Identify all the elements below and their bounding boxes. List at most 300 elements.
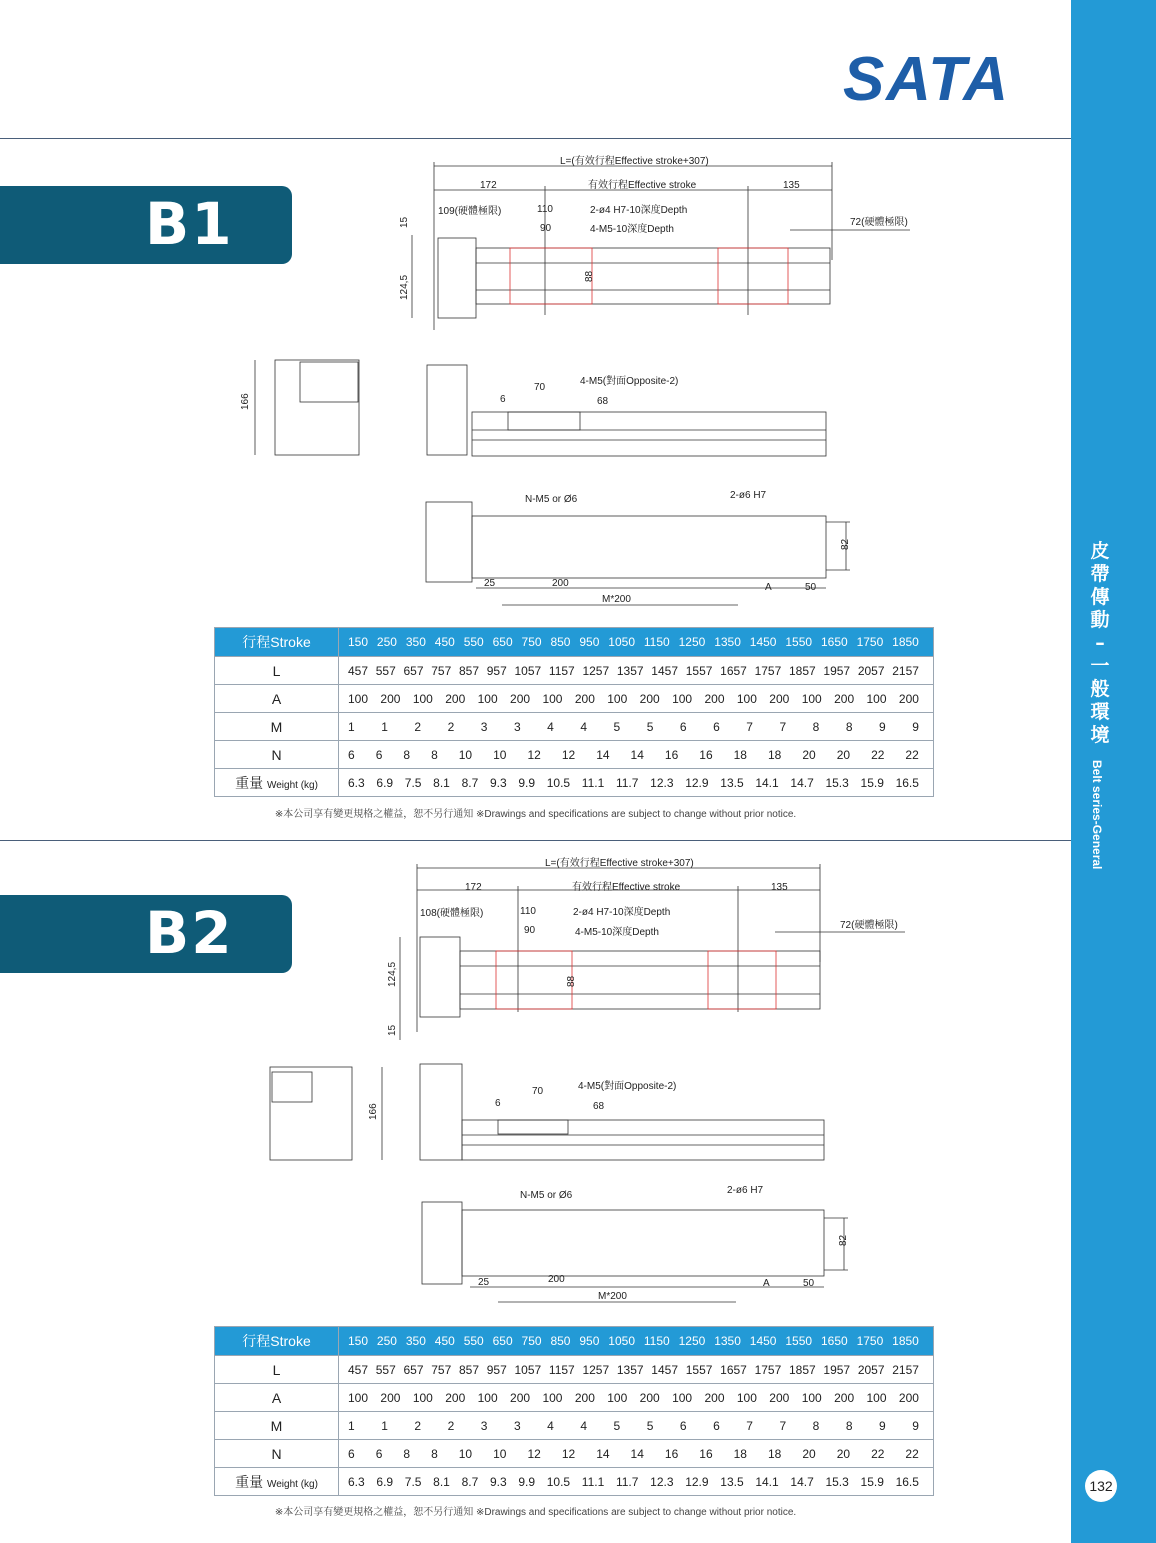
sidebar-title-cjk [1086,540,1114,747]
stroke-value: 650 [492,1334,513,1348]
weight-value: 12.9 [685,775,709,790]
cell-value: 2157 [892,1362,919,1377]
cell-value: 2157 [892,663,919,678]
cell-value: 100 [801,1390,822,1405]
dim-a: A [763,1278,770,1289]
weight-value: 9.9 [518,775,536,790]
cell-value: 1857 [788,1362,816,1377]
weight-label: 重量 Weight (kg) [215,1468,339,1496]
sidebar-char: – [1095,632,1105,654]
weight-value: 7.5 [404,1474,422,1489]
dim-166: 166 [368,1103,379,1120]
weight-value: 8.1 [433,1474,450,1489]
cell-value: 20 [802,1446,816,1461]
stroke-value: 1050 [608,635,635,649]
cell-value: 200 [574,1390,595,1405]
cell-value: 200 [445,691,466,706]
weight-row [215,769,934,797]
row-label: L [215,657,339,685]
weight-value: 10.5 [546,775,571,790]
dim-50: 50 [803,1278,815,1289]
cell-value: 16 [664,747,679,762]
m200: M*200 [598,1291,627,1302]
cell-value: 8 [845,1418,853,1433]
cell-value: 1457 [651,1362,678,1377]
length-label: L=(有效行程Effective stroke+307) [560,156,709,167]
cell-value: 14 [596,1446,610,1461]
cell-value: 22 [871,1446,885,1461]
dim-88: 88 [566,975,577,987]
sidebar-char: 皮 [1090,540,1110,562]
cell-value: 1 [348,1418,355,1433]
weight-value: 16.5 [895,775,919,790]
cell-value: 2 [447,719,455,734]
cell-value: 8 [403,1446,411,1461]
stroke-value: 750 [521,1334,542,1348]
cell-value: 6 [713,1418,720,1433]
sidebar-char: 般 [1090,678,1110,700]
cell-value: 6 [348,747,355,762]
cell-value: 9 [912,1418,919,1433]
weight-value: 15.9 [860,1474,884,1489]
cell-value: 12 [527,747,541,762]
cell-value: 1057 [514,663,542,678]
weight-value: 12.3 [650,1474,674,1489]
stroke-value: 1150 [643,635,670,649]
stroke-value: 450 [434,635,455,649]
cell-value: 7 [779,1418,787,1433]
weight-value: 11.7 [615,775,639,790]
stroke-header: 行程Stroke [215,628,339,657]
row-label: N [215,1440,339,1468]
cell-value: 657 [403,663,424,678]
table-row [215,713,934,741]
stroke-value: 1550 [785,635,813,649]
cell-value: 4 [580,1418,587,1433]
weight-value: 6.3 [348,1474,365,1489]
cell-value: 10 [458,1446,473,1461]
table-row [215,1440,934,1468]
cell-value: 16 [699,747,713,762]
table-header-row [215,628,934,657]
dim-90: 90 [524,925,536,936]
drawing-b1 [200,150,920,615]
cell-value: 8 [431,1446,438,1461]
cell-value: 18 [767,1446,782,1461]
stroke-value: 650 [492,635,513,649]
dim-6: 6 [495,1098,501,1109]
weight-value: 15.3 [825,775,849,790]
stroke-value: 1750 [856,635,884,649]
cell-value: 857 [459,663,480,678]
stroke-value: 1850 [892,1334,919,1348]
cell-value: 1257 [582,1362,610,1377]
spec-table-b1 [214,627,934,797]
cell-value: 6 [679,719,687,734]
cell-value: 9 [879,719,886,734]
cell-value: 6 [348,1446,355,1461]
cell-value: 22 [905,747,919,762]
sidebar-char: 一 [1090,655,1110,677]
stroke-value: 1350 [714,1334,741,1348]
cell-value: 1157 [548,663,575,678]
cell-value: 3 [513,1418,521,1433]
row-label: M [215,1412,339,1440]
dim-6: 6 [500,394,506,405]
cell-value: 2 [414,719,422,734]
cell-value: 957 [486,663,507,678]
stroke-value: 150 [348,635,369,649]
cell-value: 4 [580,719,587,734]
cell-value: 8 [812,719,820,734]
stroke-value: 1650 [820,1334,848,1348]
page-number: 132 [1085,1470,1117,1502]
cell-value: 100 [866,691,887,706]
cell-value: 200 [380,1390,401,1405]
cell-value: 457 [348,1362,369,1377]
cell-value: 200 [639,1390,660,1405]
cell-value: 18 [733,747,747,762]
weight-label: 重量 Weight (kg) [215,769,339,797]
m200: M*200 [602,594,631,605]
cell-value: 1757 [754,663,782,678]
cell-value: 1857 [788,663,816,678]
cell-value: 557 [375,663,396,678]
stroke-label: 有效行程Effective stroke [588,180,697,191]
cell-value: 1357 [616,1362,644,1377]
cell-value: 457 [348,663,369,678]
table-row [215,741,934,769]
drawing-b2 [200,852,920,1317]
dim-88: 88 [584,270,595,282]
stroke-value: 950 [579,635,600,649]
weight-value: 14.7 [790,775,814,790]
cell-value: 100 [412,1390,433,1405]
cell-value: 100 [866,1390,887,1405]
cell-value: 18 [767,747,782,762]
cell-value: 100 [412,691,433,706]
cell-value: 100 [348,1390,369,1405]
spec-table-b2 [214,1326,934,1496]
cell-value: 757 [431,663,452,678]
weight-value: 13.5 [720,775,744,790]
cell-value: 200 [445,1390,466,1405]
stroke-value: 750 [521,635,542,649]
cell-value: 100 [801,691,822,706]
cell-value: 8 [431,747,438,762]
row-label: A [215,685,339,713]
cell-value: 557 [375,1362,396,1377]
stroke-value: 1450 [749,635,777,649]
model-label: B2 [145,899,234,967]
dim-90: 90 [540,223,552,234]
sidebar-char: 動 [1090,609,1110,631]
dim-200: 200 [552,578,569,589]
cell-value: 200 [639,691,660,706]
weight-value: 11.1 [581,775,605,790]
weight-row [215,1468,934,1496]
dim-15: 15 [387,1024,398,1036]
disclaimer-note: ※本公司享有變更規格之權益，恕不另行通知 ※Drawings and specifications are subject to change without prior notice. [274,809,797,820]
cell-value: 20 [802,747,816,762]
cell-value: 20 [836,1446,851,1461]
stroke-value: 850 [550,635,571,649]
cell-value: 100 [736,691,757,706]
cell-value: 200 [574,691,595,706]
weight-value: 8.7 [461,775,479,790]
cell-value: 100 [672,1390,693,1405]
cell-value: 100 [348,691,369,706]
weight-value: 9.3 [489,775,507,790]
weight-value: 9.9 [518,1474,536,1489]
cell-value: 657 [403,1362,424,1377]
cell-value: 10 [493,747,507,762]
cell-value: 100 [736,1390,757,1405]
stroke-value: 1650 [820,635,848,649]
dim-82: 82 [840,538,851,550]
cell-value: 14 [630,1446,644,1461]
stroke-value: 1150 [643,1334,670,1348]
stroke-value: 550 [463,1334,484,1348]
cell-value: 1957 [823,663,851,678]
cell-value: 100 [477,1390,498,1405]
stroke-value: 550 [463,635,484,649]
cell-value: 10 [458,747,473,762]
opposite-note: 4-M5(對面Opposite-2) [578,1081,677,1092]
cell-value: 5 [646,719,654,734]
table-row [215,1384,934,1412]
n-holes-note: N-M5 or Ø6 [520,1190,573,1201]
cell-value: 100 [477,691,498,706]
length-label: L=(有效行程Effective stroke+307) [545,858,694,869]
cell-value: 8 [812,1418,820,1433]
cell-value: 1 [381,1418,388,1433]
cell-value: 8 [845,719,853,734]
table-row [215,685,934,713]
dim-110: 110 [537,204,553,215]
pin2-note: 2-ø6 H7 [727,1185,764,1196]
cell-value: 200 [510,691,531,706]
sidebar [1071,0,1156,1543]
dim-166: 166 [240,393,251,410]
cell-value: 2057 [857,663,885,678]
table-row [215,1356,934,1384]
cell-value: 100 [542,691,563,706]
divider-middle [0,840,1071,841]
cell-value: 18 [733,1446,747,1461]
weight-value: 8.1 [433,775,450,790]
weight-value: 9.3 [489,1474,507,1489]
dim-200: 200 [548,1274,565,1285]
sidebar-char: 境 [1090,724,1110,746]
dim-124: 124,5 [399,274,410,300]
cell-value: 7 [779,719,787,734]
cell-value: 12 [561,1446,576,1461]
cell-value: 1557 [685,1362,713,1377]
cell-value: 1 [348,719,355,734]
cell-value: 7 [746,719,753,734]
cell-value: 5 [613,719,621,734]
stroke-value: 1850 [892,635,919,649]
cell-value: 5 [613,1418,621,1433]
cell-value: 16 [699,1446,713,1461]
weight-value: 13.5 [720,1474,744,1489]
dim-110: 110 [520,906,536,917]
cell-value: 1957 [823,1362,851,1377]
row-label: M [215,713,339,741]
dim-70: 70 [532,1086,544,1097]
cell-value: 1457 [651,663,678,678]
cell-value: 12 [527,1446,541,1461]
divider-top [0,138,1071,139]
stroke-value: 850 [550,1334,571,1348]
dim-25: 25 [478,1277,490,1288]
tap-hole-note: 4-M5-10深度Depth [590,224,674,235]
cell-value: 100 [672,691,693,706]
table-row [215,657,934,685]
cell-value: 100 [542,1390,563,1405]
cell-value: 1657 [720,663,747,678]
stroke-value: 350 [405,635,426,649]
stroke-value: 450 [434,1334,455,1348]
cell-value: 22 [871,747,885,762]
cell-value: 4 [547,1418,554,1433]
cell-value: 200 [769,1390,790,1405]
row-label: L [215,1356,339,1384]
cell-value: 1657 [720,1362,747,1377]
sata-logo [843,44,1013,104]
dim-172: 172 [480,180,497,191]
dim-135: 135 [783,180,800,191]
cell-value: 857 [459,1362,480,1377]
cell-value: 6 [375,1446,383,1461]
pin2-note: 2-ø6 H7 [730,490,767,501]
sidebar-char: 傳 [1090,586,1110,608]
dim-a: A [765,582,772,593]
tap-hole-note: 4-M5-10深度Depth [575,927,659,938]
cell-value: 16 [664,1446,679,1461]
weight-value: 16.5 [895,1474,919,1489]
stroke-value: 250 [376,1334,397,1348]
cell-value: 3 [480,1418,488,1433]
stroke-label: 有效行程Effective stroke [572,882,681,893]
cell-value: 200 [898,691,919,706]
table-row [215,1412,934,1440]
stroke-value: 950 [579,1334,600,1348]
dim-82: 82 [838,1234,849,1246]
hard-limit-left: 108(硬體極限) [420,908,484,919]
stroke-value: 350 [405,1334,426,1348]
weight-value: 14.1 [755,1474,779,1489]
weight-value: 15.3 [825,1474,849,1489]
cell-value: 5 [646,1418,654,1433]
cell-value: 3 [513,719,521,734]
cell-value: 200 [834,1390,855,1405]
cell-value: 6 [679,1418,687,1433]
weight-value: 10.5 [546,1474,571,1489]
weight-value: 6.3 [348,775,365,790]
stroke-value: 1250 [678,635,706,649]
dim-124: 124,5 [387,961,398,987]
weight-value: 12.9 [685,1474,709,1489]
cell-value: 200 [380,691,401,706]
cell-value: 22 [905,1446,919,1461]
cell-value: 1757 [754,1362,782,1377]
cell-value: 12 [561,747,576,762]
stroke-value: 150 [348,1334,369,1348]
table-header-row [215,1327,934,1356]
stroke-value: 1050 [608,1334,635,1348]
n-holes-note: N-M5 or Ø6 [525,494,578,505]
cell-value: 20 [836,747,851,762]
weight-value: 12.3 [650,775,674,790]
weight-value: 8.7 [461,1474,479,1489]
cell-value: 200 [834,691,855,706]
cell-value: 2 [447,1418,455,1433]
weight-value: 6.9 [376,775,394,790]
cell-value: 200 [769,691,790,706]
weight-value: 7.5 [404,775,422,790]
cell-value: 100 [607,691,628,706]
weight-value: 15.9 [860,775,884,790]
weight-value: 11.7 [615,1474,639,1489]
cell-value: 4 [547,719,554,734]
cell-value: 10 [493,1446,507,1461]
stroke-value: 1450 [749,1334,777,1348]
weight-value: 11.1 [581,1474,605,1489]
logo-text: SATA [843,45,1008,104]
stroke-value: 1550 [785,1334,813,1348]
dim-25: 25 [484,578,496,589]
cell-value: 200 [898,1390,919,1405]
dim-172: 172 [465,882,482,893]
pin-hole-note: 2-ø4 H7-10深度Depth [573,907,671,918]
model-label: B1 [145,190,234,258]
cell-value: 1557 [685,663,713,678]
cell-value: 9 [879,1418,886,1433]
cell-value: 1157 [548,1362,575,1377]
cell-value: 7 [746,1418,753,1433]
stroke-header: 行程Stroke [215,1327,339,1356]
cell-value: 100 [607,1390,628,1405]
cell-value: 6 [713,719,720,734]
weight-value: 14.1 [755,775,779,790]
cell-value: 2057 [857,1362,885,1377]
cell-value: 200 [704,1390,725,1405]
cell-value: 200 [510,1390,531,1405]
disclaimer-note: ※本公司享有變更規格之權益，恕不另行通知 ※Drawings and specifications are subject to change without prior notice. [274,1507,797,1518]
dim-135: 135 [771,882,788,893]
sidebar-char: 環 [1090,701,1110,723]
cell-value: 1 [381,719,388,734]
cell-value: 6 [375,747,383,762]
pin-hole-note: 2-ø4 H7-10深度Depth [590,205,688,216]
hard-limit-right: 72(硬體極限) [850,217,908,228]
stroke-value: 1250 [678,1334,706,1348]
cell-value: 3 [480,719,488,734]
sidebar-char: 帶 [1090,563,1110,585]
cell-value: 200 [704,691,725,706]
cell-value: 9 [912,719,919,734]
hard-limit-right: 72(硬體極限) [840,920,898,931]
weight-value: 6.9 [376,1474,394,1489]
dim-15: 15 [399,216,410,228]
cell-value: 14 [596,747,610,762]
cell-value: 1057 [514,1362,542,1377]
cell-value: 14 [630,747,644,762]
cell-value: 1257 [582,663,610,678]
cell-value: 757 [431,1362,452,1377]
